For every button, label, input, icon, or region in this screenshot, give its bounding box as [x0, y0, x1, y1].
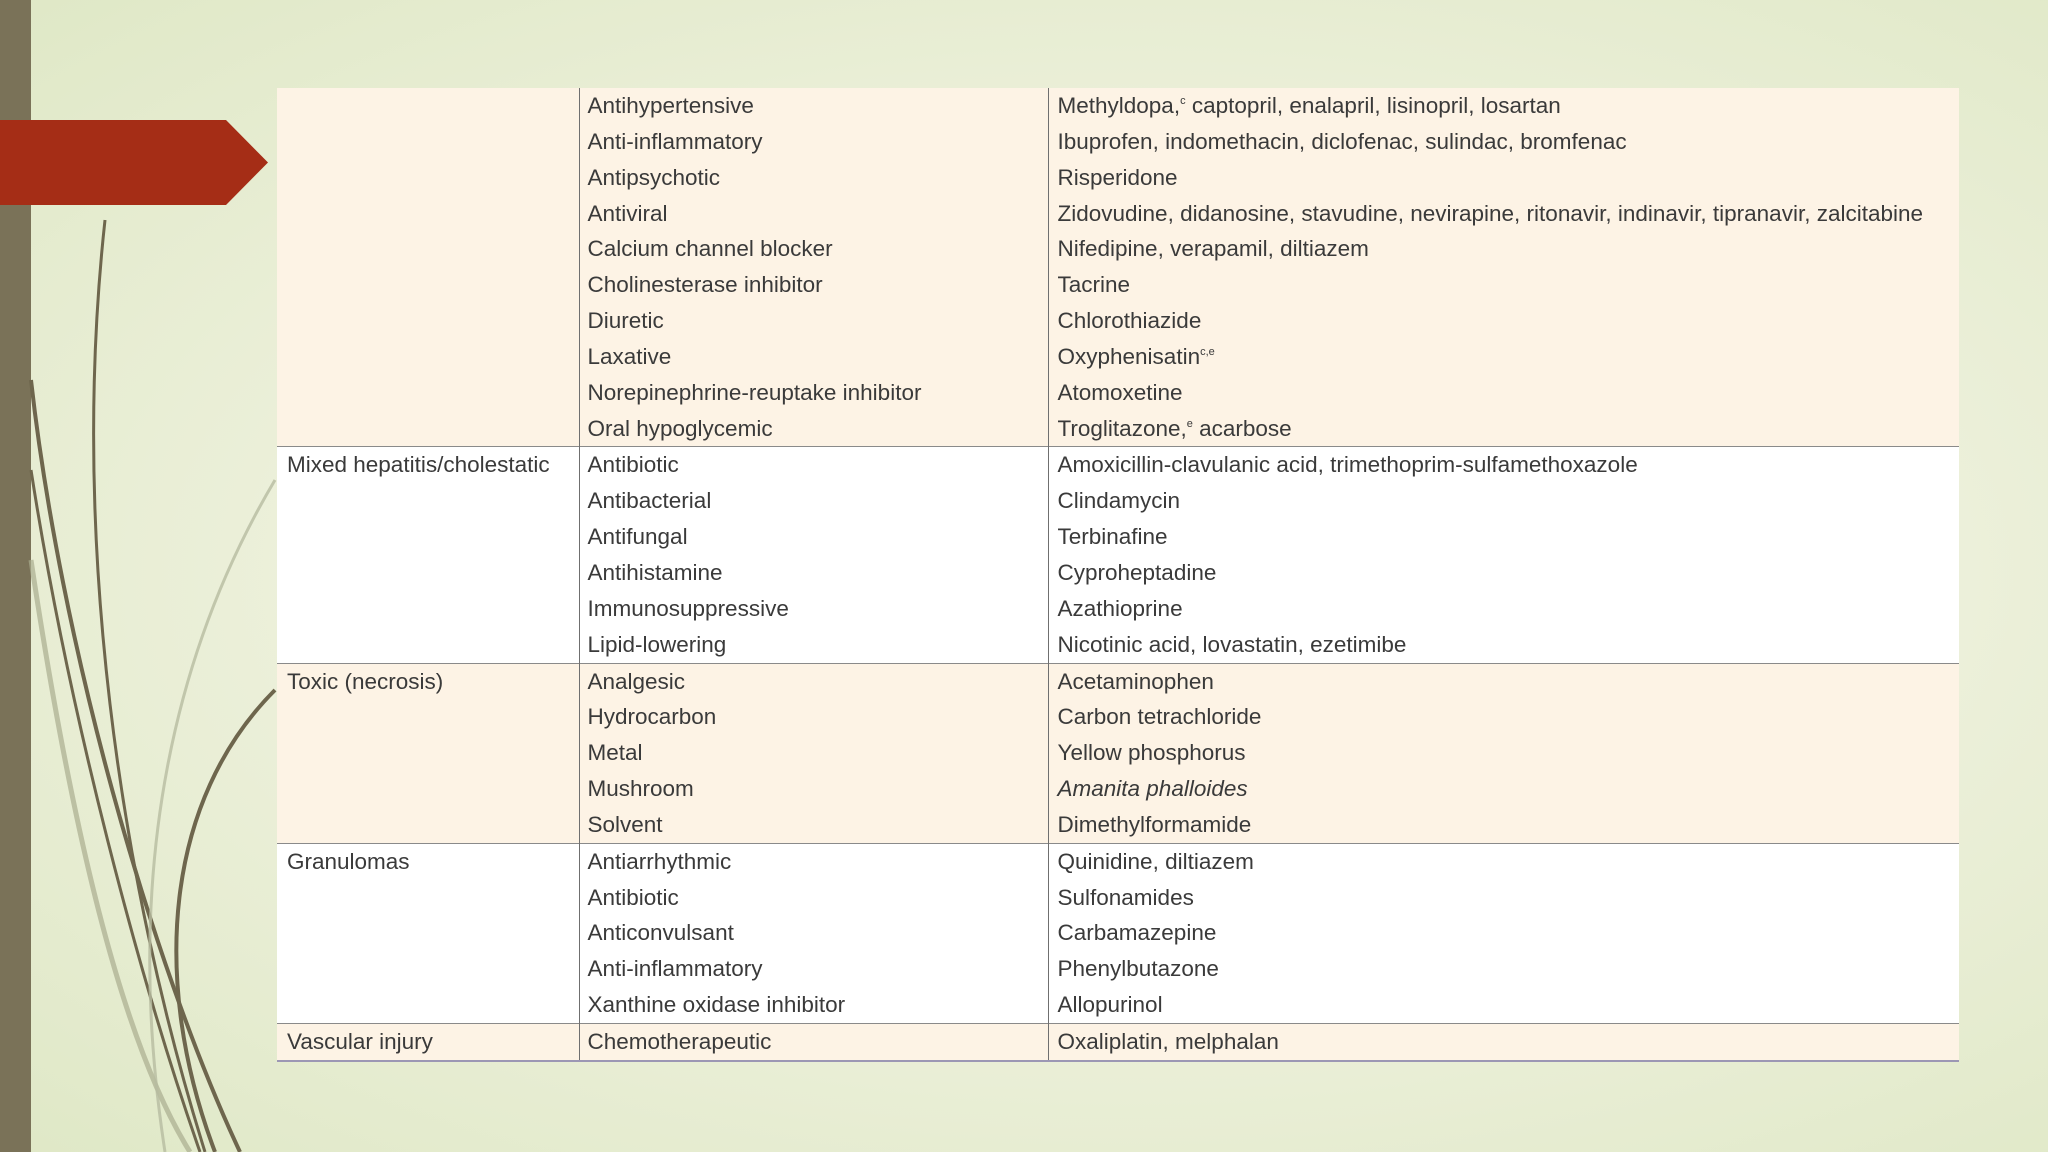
agents-cell — [1048, 771, 1959, 807]
agents-cell: Ibuprofen, indomethacin, diclofenac, sulindac, bromfenac — [1048, 124, 1959, 160]
agents-cell: Tacrine — [1048, 267, 1959, 303]
drug-class-cell: Antibiotic — [579, 880, 1048, 916]
table-row — [277, 447, 1959, 483]
drug-class-cell: Anticonvulsant — [579, 915, 1048, 951]
drug-class-cell: Solvent — [579, 807, 1048, 843]
table-row — [277, 699, 1959, 735]
arrow-decoration — [0, 120, 268, 205]
injury-type-cell — [277, 591, 579, 627]
drug-class-cell: Antibiotic — [579, 447, 1048, 483]
agents-cell: Carbon tetrachloride — [1048, 699, 1959, 735]
drug-class-cell: Antibacterial — [579, 483, 1048, 519]
drug-class-cell: Metal — [579, 735, 1048, 771]
injury-type-cell — [277, 519, 579, 555]
injury-type-cell — [277, 303, 579, 339]
injury-type-cell — [277, 951, 579, 987]
drug-class-cell: Antihistamine — [579, 555, 1048, 591]
drug-class-cell: Xanthine oxidase inhibitor — [579, 987, 1048, 1023]
agents-cell: Yellow phosphorus — [1048, 735, 1959, 771]
drug-class-cell: Immunosuppressive — [579, 591, 1048, 627]
injury-type-cell: Vascular injury — [277, 1023, 579, 1060]
drug-class-cell: Norepinephrine-reuptake inhibitor — [579, 375, 1048, 411]
agents-cell: Troglitazone,$^e$ acarbose — [1048, 411, 1959, 447]
agent-name-italic: Amanita phalloides — [1057, 776, 1248, 802]
table-row — [277, 555, 1959, 591]
drug-class-cell: Antiarrhythmic — [579, 843, 1048, 879]
agents-cell: Acetaminophen — [1048, 663, 1959, 699]
table-row — [277, 771, 1959, 807]
injury-type-cell — [277, 987, 579, 1023]
agents-cell: Oxaliplatin, melphalan — [1048, 1023, 1959, 1060]
injury-type-cell — [277, 555, 579, 591]
agents-cell: Allopurinol — [1048, 987, 1959, 1023]
table-row — [277, 231, 1959, 267]
table-row — [277, 951, 1959, 987]
table-row — [277, 843, 1959, 879]
table-row — [277, 267, 1959, 303]
table-row — [277, 124, 1959, 160]
injury-type-cell — [277, 411, 579, 447]
table-row — [277, 196, 1959, 232]
drug-class-cell: Antipsychotic — [579, 160, 1048, 196]
footnote-marker: c — [1180, 95, 1186, 107]
table-row — [277, 375, 1959, 411]
drug-class-cell: Analgesic — [579, 663, 1048, 699]
agents-cell: Amoxicillin-clavulanic acid, trimethoprim-sulfamethoxazole — [1048, 447, 1959, 483]
agents-cell: Clindamycin — [1048, 483, 1959, 519]
table-row — [277, 627, 1959, 663]
table-row — [277, 303, 1959, 339]
table-row — [277, 663, 1959, 699]
injury-type-cell — [277, 88, 579, 124]
agents-cell: Terbinafine — [1048, 519, 1959, 555]
injury-type-cell — [277, 699, 579, 735]
table-row — [277, 160, 1959, 196]
drug-class-cell: Chemotherapeutic — [579, 1023, 1048, 1060]
drug-class-cell: Anti-inflammatory — [579, 951, 1048, 987]
table-row — [277, 735, 1959, 771]
table-row — [277, 915, 1959, 951]
footnote-marker: e — [1186, 417, 1193, 430]
injury-type-cell: Mixed hepatitis/cholestatic — [277, 447, 579, 483]
injury-type-cell — [277, 880, 579, 916]
footnote-marker: c,e — [1200, 345, 1215, 358]
agents-cell: Carbamazepine — [1048, 915, 1959, 951]
injury-type-cell — [277, 807, 579, 843]
injury-type-cell — [277, 196, 579, 232]
drug-class-cell: Calcium channel blocker — [579, 231, 1048, 267]
drug-class-cell: Anti-inflammatory — [579, 124, 1048, 160]
drug-class-cell: Hydrocarbon — [579, 699, 1048, 735]
injury-type-cell — [277, 483, 579, 519]
agents-cell: Cyproheptadine — [1048, 555, 1959, 591]
drug-class-cell: Antihypertensive — [579, 88, 1048, 124]
injury-type-cell — [277, 231, 579, 267]
agents-cell: Risperidone — [1048, 160, 1959, 196]
table-row — [277, 411, 1959, 447]
injury-type-cell — [277, 735, 579, 771]
drug-class-cell: Antiviral — [579, 196, 1048, 232]
injury-type-cell — [277, 771, 579, 807]
table-row — [277, 807, 1959, 843]
agents-cell: Methyldopa,$^c$ captopril, enalapril, lisinopril, losartan — [1048, 88, 1959, 124]
agents-cell: Zidovudine, didanosine, stavudine, nevirapine, ritonavir, indinavir, tipranavir, zalcitabine — [1048, 196, 1959, 232]
injury-type-cell — [277, 124, 579, 160]
table-row — [277, 1023, 1959, 1060]
drug-class-cell: Mushroom — [579, 771, 1048, 807]
table-row — [277, 880, 1959, 916]
table-row — [277, 483, 1959, 519]
agents-cell: Quinidine, diltiazem — [1048, 843, 1959, 879]
drug-class-cell: Cholinesterase inhibitor — [579, 267, 1048, 303]
injury-type-cell: Toxic (necrosis) — [277, 663, 579, 699]
table-row — [277, 987, 1959, 1023]
agents-cell: Nifedipine, verapamil, diltiazem — [1048, 231, 1959, 267]
drug-class-cell: Diuretic — [579, 303, 1048, 339]
agents-cell: Atomoxetine — [1048, 375, 1959, 411]
table-row — [277, 591, 1959, 627]
injury-type-cell — [277, 375, 579, 411]
agents-cell: Sulfonamides — [1048, 880, 1959, 916]
drug-class-cell: Laxative — [579, 339, 1048, 375]
agents-cell: Oxyphenisatin$^{c,e}$ — [1048, 339, 1959, 375]
agents-cell: Chlorothiazide — [1048, 303, 1959, 339]
injury-type-cell — [277, 267, 579, 303]
drug-class-cell: Lipid-lowering — [579, 627, 1048, 663]
injury-type-cell — [277, 627, 579, 663]
table-row — [277, 88, 1959, 124]
agents-cell: Nicotinic acid, lovastatin, ezetimibe — [1048, 627, 1959, 663]
drug-class-cell: Antifungal — [579, 519, 1048, 555]
table-row — [277, 519, 1959, 555]
injury-type-cell — [277, 915, 579, 951]
table-row — [277, 339, 1959, 375]
agents-cell: Dimethylformamide — [1048, 807, 1959, 843]
agents-cell: Azathioprine — [1048, 591, 1959, 627]
drug-injury-table — [277, 88, 1959, 1062]
drug-class-cell: Oral hypoglycemic — [579, 411, 1048, 447]
injury-type-cell: Granulomas — [277, 843, 579, 879]
agents-cell: Phenylbutazone — [1048, 951, 1959, 987]
injury-type-cell — [277, 339, 579, 375]
injury-type-cell — [277, 160, 579, 196]
